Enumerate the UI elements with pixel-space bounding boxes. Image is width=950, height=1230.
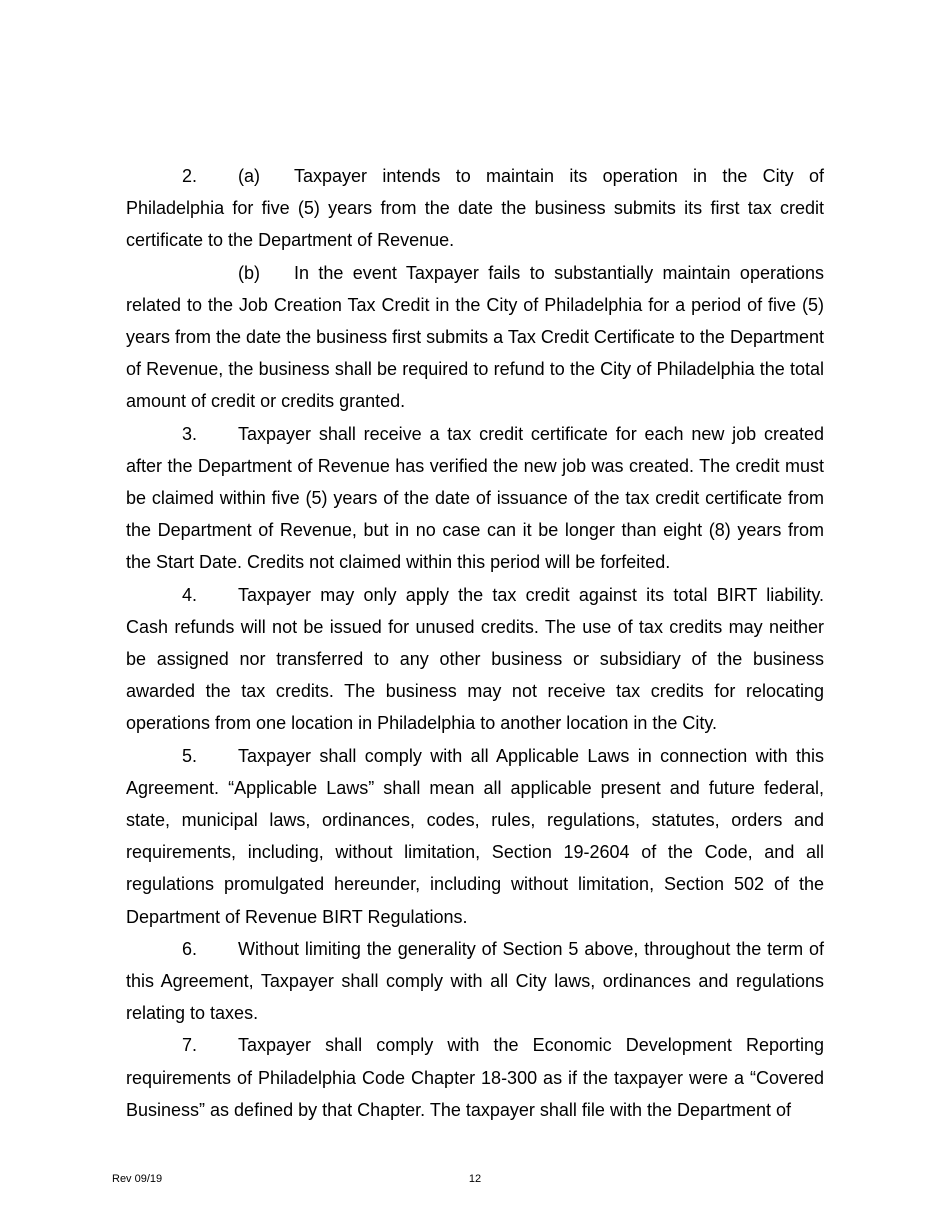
paragraph-2a — [126, 160, 824, 257]
paragraph-text: Taxpayer may only apply the tax credit against its total BIRT liability. Cash refunds will not be issued for unused credits. The use of tax credits may neither be assigned nor transferred to any other business or subsidiary of the business awarded the tax credits. The business may not receive tax credits for relocating operations from one location in Philadelphia to another location in the City. — [126, 584, 824, 734]
paragraph-text: Taxpayer shall receive a tax credit certificate for each new job created after the Department of Revenue has verified the new job was created. The credit must be claimed within five (5) years of the date of issuance of the tax credit certificate from the Department of Revenue, but in no case can it be longer than eight (8) years from the Start Date. Credits not claimed within this period will be forfeited. — [126, 423, 824, 573]
footer-page-number: 12 — [468, 1173, 482, 1185]
paragraph-sub-letter: (a) — [238, 166, 260, 186]
paragraph-text: Without limiting the generality of Section 5 above, throughout the term of this Agreement, Taxpayer shall comply with all City laws, ordinances and regulations relating to taxes. — [126, 938, 824, 1024]
paragraph-number: 5. — [182, 745, 198, 766]
paragraph-text: Taxpayer shall comply with the Economic Development Reporting requirements of Philadelphia Code Chapter 18-300 as if the taxpayer were a “Covered Business” as defined by that Chapter. The taxpayer shall file with the Department of — [126, 1035, 824, 1120]
paragraph-2b — [126, 257, 824, 418]
footer-revision: Rev 09/19 — [112, 1173, 163, 1185]
paragraph-4 — [126, 579, 824, 740]
paragraph-5 — [126, 740, 824, 933]
paragraph-3 — [126, 418, 824, 579]
paragraph-number: 4. — [182, 584, 198, 605]
paragraph-number: 3. — [182, 423, 198, 444]
paragraph-number: 2. — [182, 166, 198, 186]
document-body — [126, 160, 824, 1126]
paragraph-text: In the event Taxpayer fails to substantially maintain operations related to the Job Creation Tax Credit in the City of Philadelphia for a period of five (5) years from the date the business first submits a Tax Credit Certificate to the Department of Revenue, the business shall be required to refund to the City of Philadelphia the total amount of credit or credits granted. — [126, 262, 824, 412]
paragraph-number: 7. — [182, 1035, 198, 1056]
paragraph-text: Taxpayer shall comply with all Applicable Laws in connection with this Agreement. “Applicable Laws” shall mean all applicable present and future federal, state, municipal laws, ordinances, codes, rules, regulations, statutes, orders and requirements, including, without limitation, Section 19-2604 of the Code, and all regulations promulgated hereunder, including without limitation, Section 502 of the Department of Revenue BIRT Regulations. — [126, 745, 824, 927]
paragraph-sub-letter: (b) — [238, 262, 260, 283]
paragraph-number: 6. — [182, 938, 198, 959]
paragraph-text: Taxpayer intends to maintain its operation in the City of Philadelphia for five (5) years from the date the business submits its first tax credit certificate to the Department of Revenue. — [126, 166, 824, 251]
paragraph-6 — [126, 933, 824, 1030]
paragraph-7 — [126, 1029, 824, 1126]
